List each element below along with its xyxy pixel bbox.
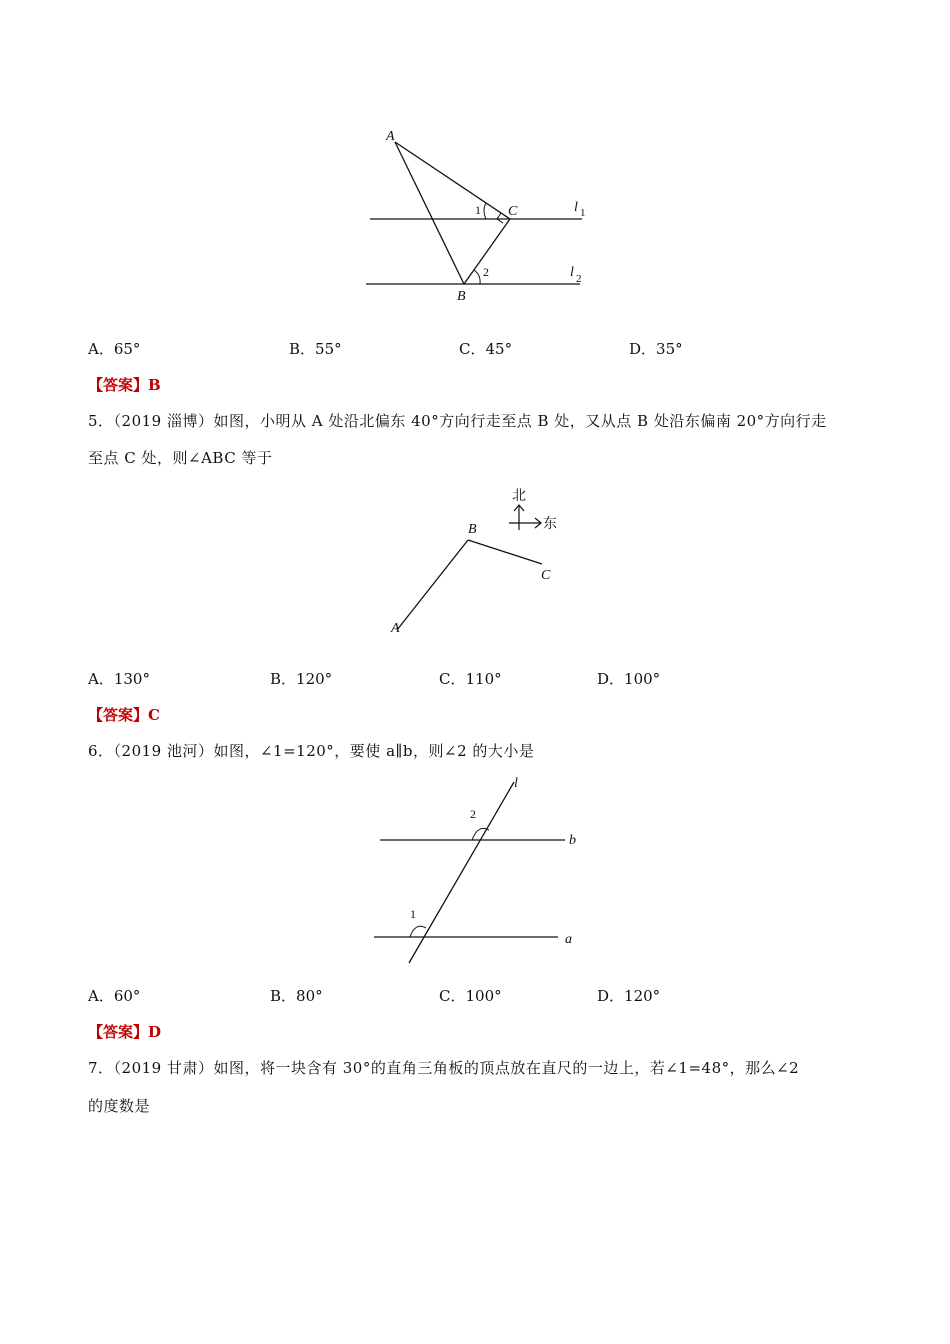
- figure-direction-path: [0, 480, 950, 640]
- q5-option-d: D．100°: [597, 670, 661, 688]
- label-angle-2: 2: [483, 265, 489, 279]
- label-east: 东: [543, 516, 557, 532]
- q4-option-d: D．35°: [629, 340, 683, 358]
- q6-option-d: D．120°: [597, 987, 661, 1005]
- label-north: 北: [512, 488, 526, 504]
- label-a: A: [391, 621, 400, 636]
- label-b: B: [457, 289, 466, 304]
- label-c: C: [508, 204, 518, 219]
- angle-1-arc: [484, 203, 486, 219]
- q7-text-line1: 7．（2019 甘肃）如图，将一块含有 30°的直角三角板的顶点放在直尺的一边上，若∠1=48°，那么∠2: [88, 1059, 800, 1077]
- label-l: l: [514, 776, 518, 791]
- q6-option-b: B．80°: [270, 987, 323, 1005]
- label-l2-sub: 2: [576, 273, 582, 285]
- label-angle-1: 1: [475, 203, 481, 217]
- segment-bc: [468, 540, 542, 564]
- label-l1: l: [574, 200, 578, 215]
- q6-text-line1: 6．（2019 池河）如图，∠1=120°，要使 a∥b，则∠2 的大小是: [88, 742, 535, 760]
- label-l2: l: [570, 265, 574, 280]
- segment-ab: [395, 142, 464, 284]
- q4-option-b: B．55°: [289, 340, 342, 358]
- line-l: [409, 782, 514, 963]
- q5-option-b: B．120°: [270, 670, 333, 688]
- q4-option-c: C．45°: [459, 340, 513, 358]
- label-b: B: [468, 522, 477, 537]
- q7-text-line2: 的度数是: [88, 1097, 151, 1115]
- q5-text-line2: 至点 C 处，则∠ABC 等于: [88, 449, 273, 467]
- q5-answer: 【答案】C: [88, 706, 160, 724]
- label-angle-1: 1: [410, 907, 416, 921]
- label-l1-sub: 1: [580, 207, 586, 219]
- label-a: A: [386, 129, 395, 144]
- q5-option-c: C．110°: [439, 670, 502, 688]
- label-c: C: [541, 568, 551, 583]
- q6-option-c: C．100°: [439, 987, 502, 1005]
- q4-option-a: A．65°: [88, 340, 141, 358]
- q6-option-a: A．60°: [88, 987, 141, 1005]
- figure-transversal: [0, 760, 950, 970]
- segment-ab: [397, 540, 468, 630]
- label-b: b: [569, 833, 576, 848]
- q6-answer: 【答案】D: [88, 1023, 162, 1041]
- angle-2-arc: [474, 270, 480, 284]
- compass-icon: [509, 505, 541, 530]
- q4-answer: 【答案】B: [88, 376, 161, 394]
- right-angle-mark: [497, 213, 503, 223]
- q5-option-a: A．130°: [88, 670, 150, 688]
- label-angle-2: 2: [470, 807, 476, 821]
- figure-parallel-lines-triangle: [0, 0, 950, 320]
- segment-ac: [395, 142, 510, 219]
- angle-1-arc: [410, 926, 426, 937]
- label-a: a: [565, 932, 572, 947]
- q5-text-line1: 5．（2019 淄博）如图，小明从 A 处沿北偏东 40°方向行走至点 B 处，又从点 B 处沿东偏南 20°方向行走: [88, 412, 827, 430]
